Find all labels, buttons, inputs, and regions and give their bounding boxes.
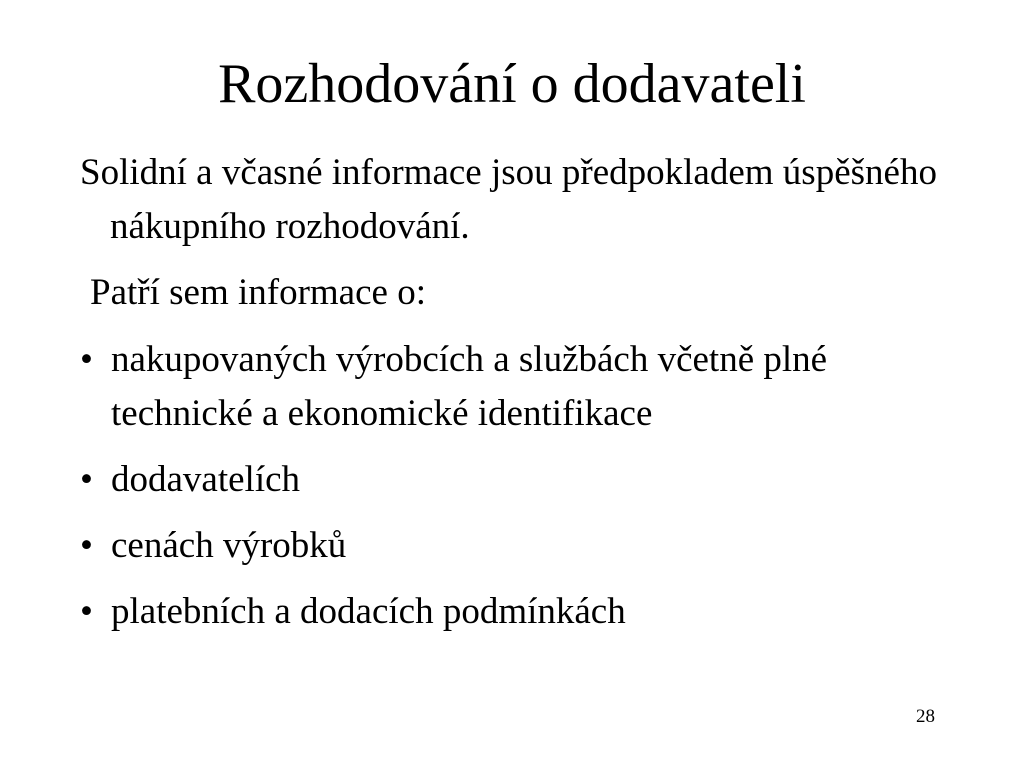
bullet-text: dodavatelích — [111, 459, 301, 500]
bullet-icon: • — [80, 525, 93, 566]
bullet-text: cenách výrobků — [111, 525, 347, 566]
bullet-text: platebních a dodacích podmínkách — [111, 591, 626, 632]
page-number: 28 — [916, 706, 935, 727]
lead-text: Patří sem informace o: — [90, 272, 426, 313]
bullet-icon: • — [80, 459, 93, 500]
bullet-item — [80, 585, 960, 639]
bullet-item — [80, 453, 960, 507]
bullet-icon: • — [80, 339, 93, 380]
bullet-list — [80, 333, 960, 651]
intro-paragraph: Solidní a včasné informace jsou předpokladem úspěšného nákupního rozhodování. — [80, 152, 937, 247]
bullet-text: nakupovaných výrobcích a službách včetně plné technické a ekonomické identifikace — [111, 339, 828, 434]
bullet-item — [80, 519, 960, 573]
bullet-item — [80, 333, 960, 441]
bullet-icon: • — [80, 591, 93, 632]
slide-title: Rozhodování o dodavateli — [218, 53, 806, 115]
